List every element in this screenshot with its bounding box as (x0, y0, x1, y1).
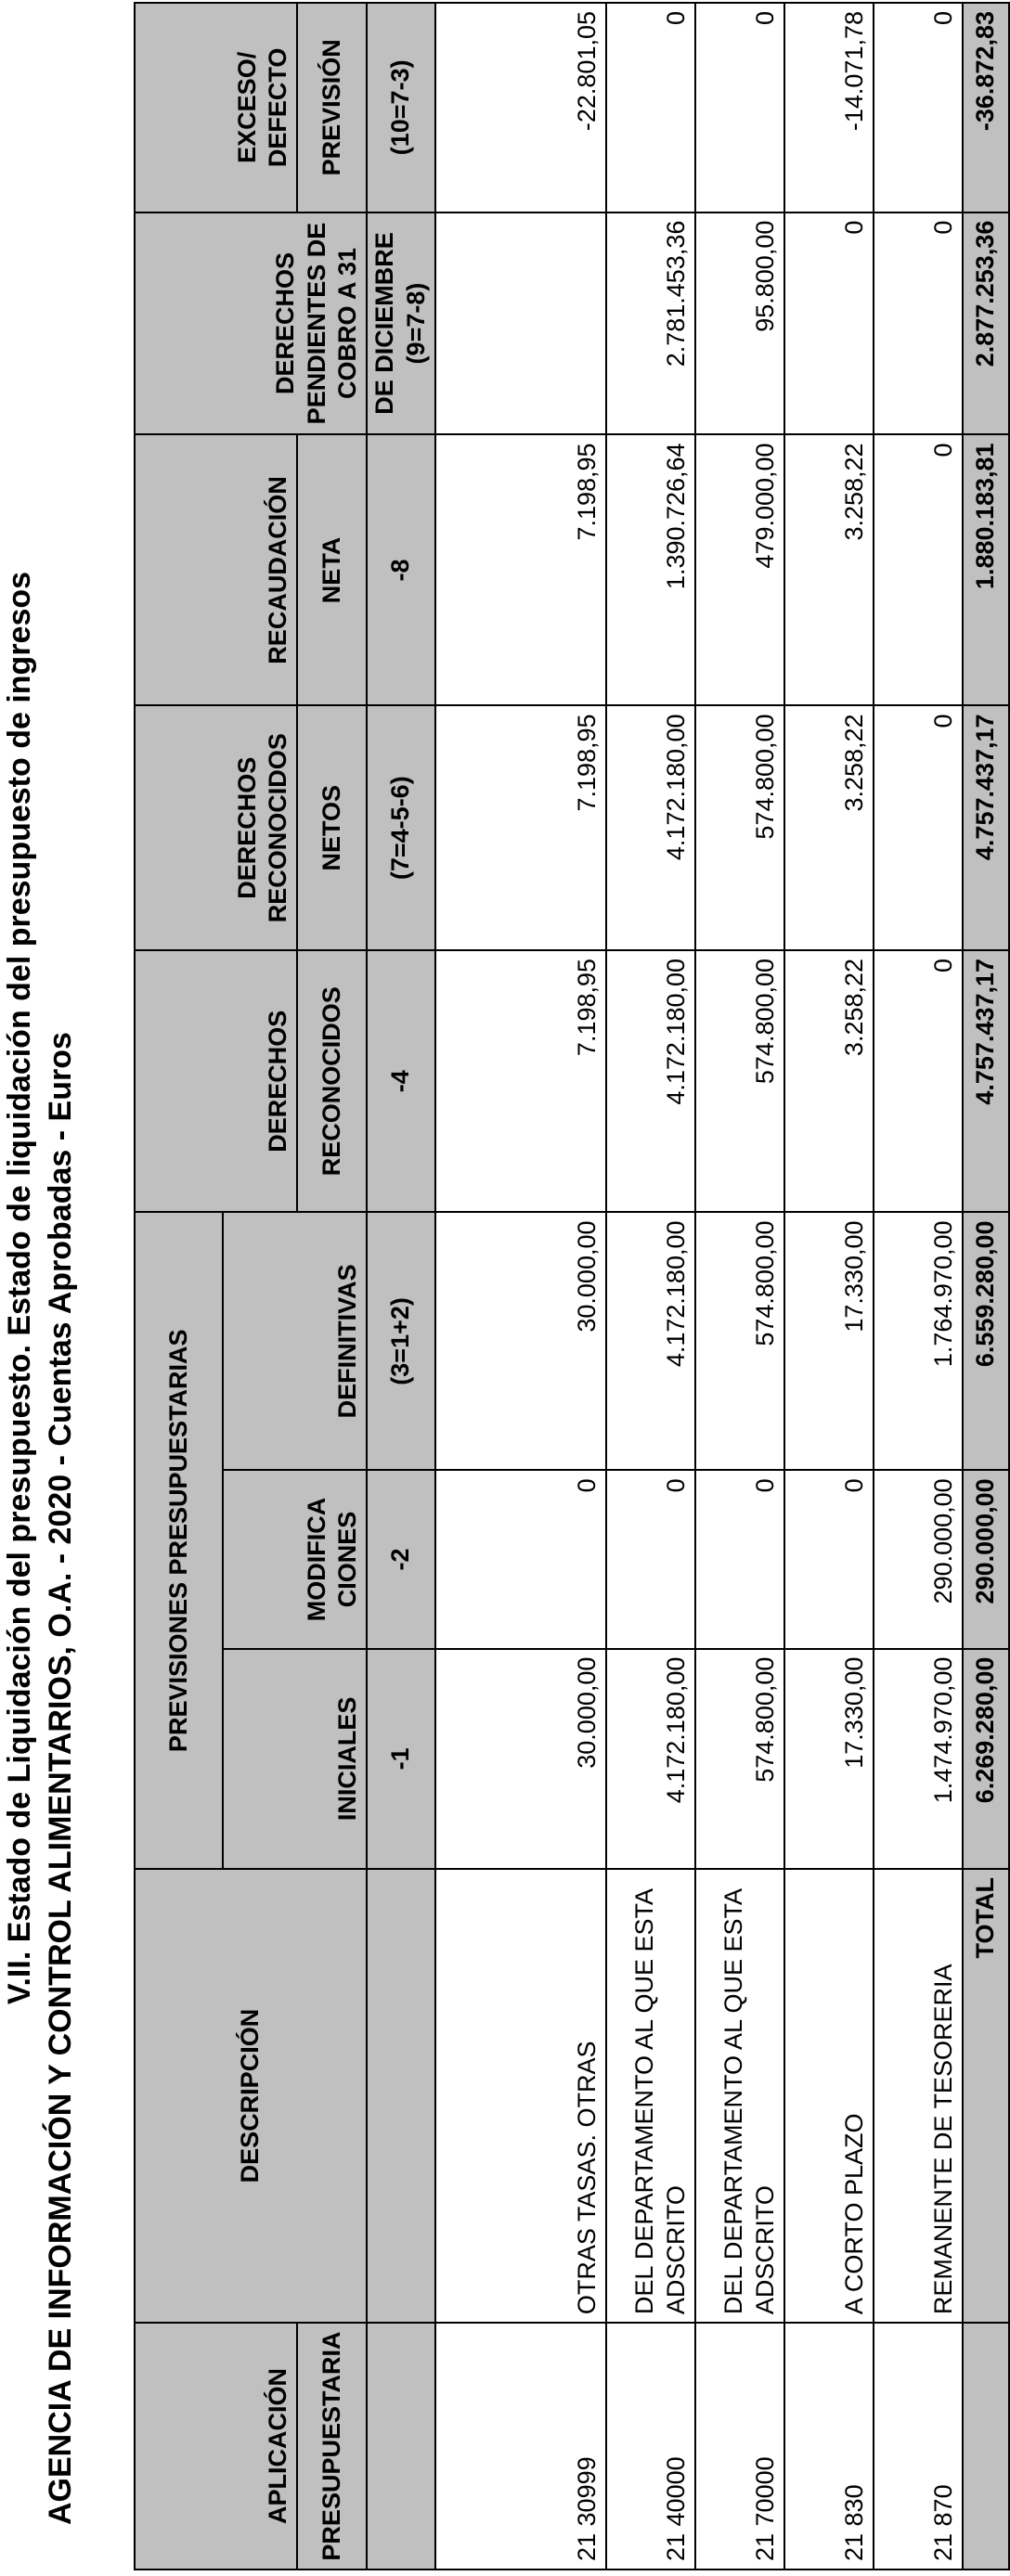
cell-neta: 479.000,00 (695, 434, 784, 705)
header-blank (367, 2323, 435, 2570)
cell-modificaciones: 0 (695, 1470, 784, 1648)
cell-netos: 7.198,95 (435, 705, 606, 950)
cell-pendientes: 0 (874, 213, 963, 435)
header-blank (367, 1869, 435, 2323)
page-title: V.II. Estado de Liquidación del presupuesto. Estado de liquidación del presupuesto de ingresos (2, 571, 37, 2005)
table-row (435, 3, 606, 2570)
cell-blank (963, 2323, 1009, 2570)
cell-exceso: -14.071,78 (784, 3, 874, 213)
cell-definitivas: 30.000,00 (435, 1213, 606, 1471)
cell-modificaciones: 0 (435, 1470, 606, 1648)
cell-exceso: 0 (695, 3, 784, 213)
header-neta: NETA (297, 434, 367, 705)
total-pendientes: 2.877.253,36 (963, 213, 1009, 435)
cell-code: 21 870 (874, 2323, 963, 2570)
cell-code: 21 30999 (435, 2323, 606, 2570)
header-exceso: EXCESO/ DEFECTO (135, 3, 297, 213)
header-iniciales-num: -1 (367, 1649, 435, 1869)
cell-neta: 3.258,22 (784, 434, 874, 705)
cell-modificaciones: 290.000,00 (874, 1470, 963, 1648)
header-definitivas: DEFINITIVAS (223, 1213, 367, 1471)
cell-pendientes (435, 213, 606, 435)
cell-definitivas: 17.330,00 (784, 1213, 874, 1471)
total-netos: 4.757.437,17 (963, 705, 1009, 950)
header-pendientes: DERECHOS PENDIENTES DE COBRO A 31 (135, 213, 367, 435)
header-prevision: PREVISIÓN (297, 3, 367, 213)
table-row (695, 3, 784, 2570)
cell-exceso: 0 (874, 3, 963, 213)
cell-definitivas: 4.172.180,00 (606, 1213, 695, 1471)
header-reconocidos: RECONOCIDOS (297, 950, 367, 1213)
cell-iniciales: 1.474.970,00 (874, 1649, 963, 1869)
cell-pendientes: 95.800,00 (695, 213, 784, 435)
cell-code: 21 830 (784, 2323, 874, 2570)
cell-iniciales: 4.172.180,00 (606, 1649, 695, 1869)
header-derechos: DERECHOS (135, 950, 297, 1213)
cell-desc: REMANENTE DE TESORERIA (874, 1869, 963, 2323)
budget-table (134, 2, 1010, 2570)
cell-iniciales: 574.800,00 (695, 1649, 784, 1869)
cell-pendientes: 0 (784, 213, 874, 435)
table-row (606, 3, 695, 2570)
cell-reconocidos: 3.258,22 (784, 950, 874, 1213)
header-aplicacion: APLICACIÓN (135, 2323, 297, 2570)
total-definitivas: 6.559.280,00 (963, 1213, 1009, 1471)
header-iniciales: INICIALES (223, 1649, 367, 1869)
page-subtitle: AGENCIA DE INFORMACIÓN Y CONTROL ALIMENTARIOS, O.A. - 2020 - Cuentas Aprobadas - Euros (43, 1032, 78, 2525)
total-label: TOTAL (963, 1869, 1009, 2323)
header-recaudacion: RECAUDACIÓN (135, 434, 297, 705)
table-row (784, 3, 874, 2570)
cell-code: 21 70000 (695, 2323, 784, 2570)
total-neta: 1.880.183,81 (963, 434, 1009, 705)
header-prevision-num: (10=7-3) (367, 3, 435, 213)
header-neta-num: -8 (367, 434, 435, 705)
header-derechos-netos: DERECHOS RECONOCIDOS (135, 705, 297, 950)
cell-desc: DEL DEPARTAMENTO AL QUE ESTA ADSCRITO (606, 1869, 695, 2323)
cell-definitivas: 574.800,00 (695, 1213, 784, 1471)
total-iniciales: 6.269.280,00 (963, 1649, 1009, 1869)
cell-netos: 0 (874, 705, 963, 950)
total-exceso: -36.872,83 (963, 3, 1009, 213)
header-pendientes-diciembre: DE DICIEMBRE (9=7-8) (367, 213, 435, 435)
cell-neta: 0 (874, 434, 963, 705)
cell-desc: DEL DEPARTAMENTO AL QUE ESTA ADSCRITO (695, 1869, 784, 2323)
cell-exceso: -22.801,05 (435, 3, 606, 213)
cell-neta: 7.198,95 (435, 434, 606, 705)
cell-iniciales: 30.000,00 (435, 1649, 606, 1869)
cell-pendientes: 2.781.453,36 (606, 213, 695, 435)
table-row (874, 3, 963, 2570)
total-modificaciones: 290.000,00 (963, 1470, 1009, 1648)
header-reconocidos-num: -4 (367, 950, 435, 1213)
header-modificaciones: MODIFICA CIONES (223, 1470, 367, 1648)
cell-reconocidos: 4.172.180,00 (606, 950, 695, 1213)
cell-reconocidos: 0 (874, 950, 963, 1213)
header-netos-num: (7=4-5-6) (367, 705, 435, 950)
header-previsiones: PREVISIONES PRESUPUESTARIAS (135, 1213, 223, 1870)
cell-exceso: 0 (606, 3, 695, 213)
cell-desc: OTRAS TASAS. OTRAS (435, 1869, 606, 2323)
total-reconocidos: 4.757.437,17 (963, 950, 1009, 1213)
cell-modificaciones: 0 (606, 1470, 695, 1648)
cell-code: 21 40000 (606, 2323, 695, 2570)
header-presupuestaria: PRESUPUESTARIA (297, 2323, 367, 2570)
cell-reconocidos: 7.198,95 (435, 950, 606, 1213)
header-modificaciones-num: -2 (367, 1470, 435, 1648)
cell-netos: 4.172.180,00 (606, 705, 695, 950)
cell-definitivas: 1.764.970,00 (874, 1213, 963, 1471)
cell-reconocidos: 574.800,00 (695, 950, 784, 1213)
cell-neta: 1.390.726,64 (606, 434, 695, 705)
cell-netos: 574.800,00 (695, 705, 784, 950)
header-netos: NETOS (297, 705, 367, 950)
header-descripcion: DESCRIPCIÓN (135, 1869, 367, 2323)
cell-modificaciones: 0 (784, 1470, 874, 1648)
total-row (963, 3, 1009, 2570)
cell-netos: 3.258,22 (784, 705, 874, 950)
cell-iniciales: 17.330,00 (784, 1649, 874, 1869)
cell-desc: A CORTO PLAZO (784, 1869, 874, 2323)
header-definitivas-num: (3=1+2) (367, 1213, 435, 1471)
